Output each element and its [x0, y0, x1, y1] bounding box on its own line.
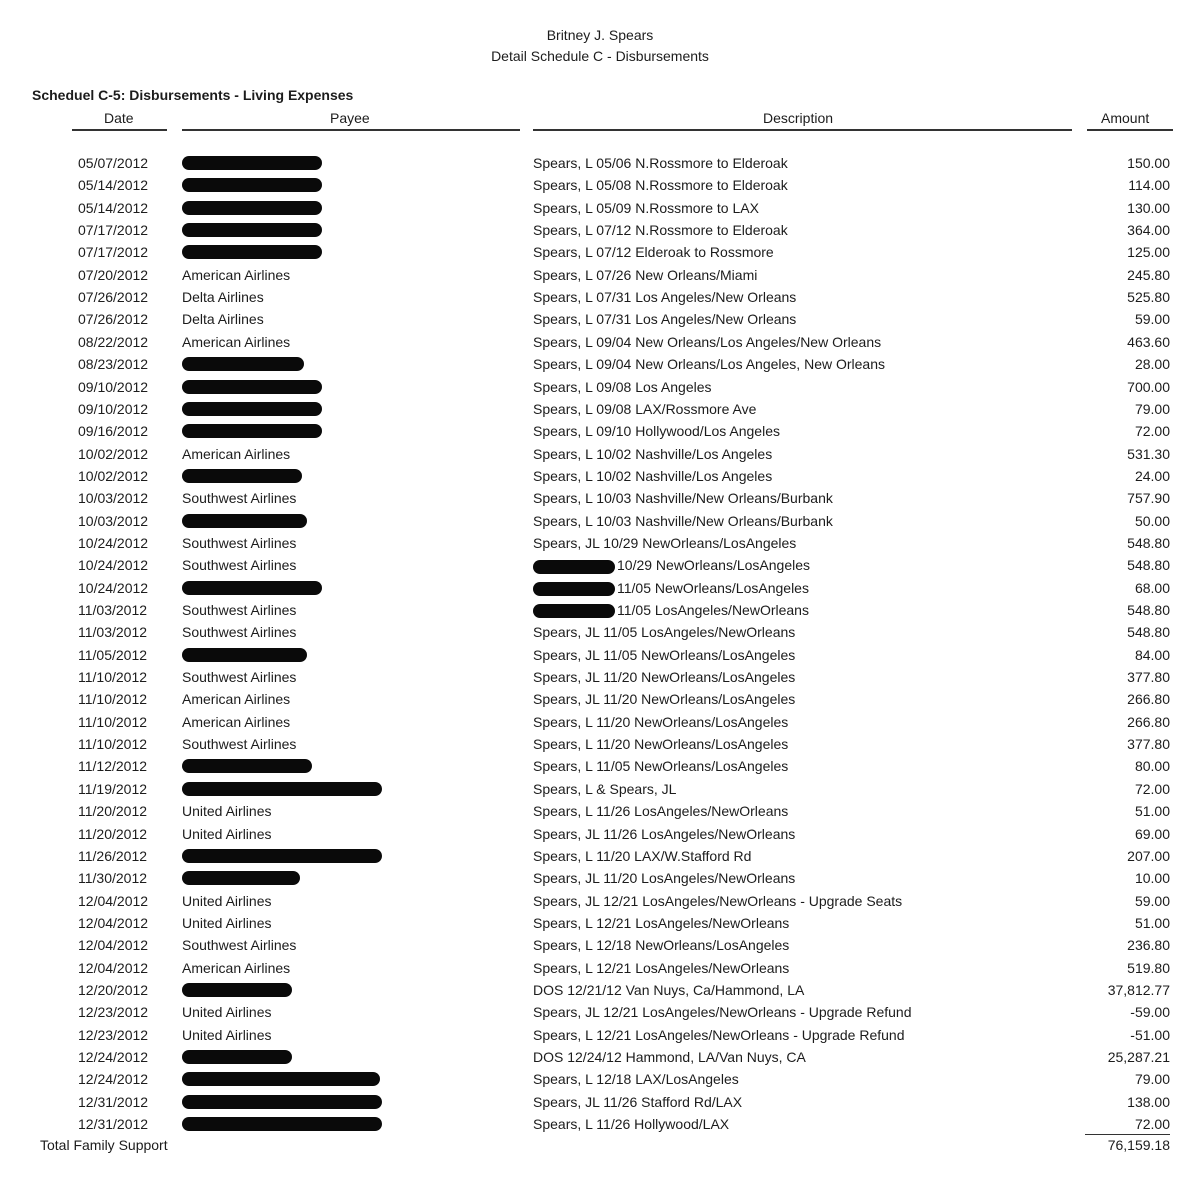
payee-redaction: [182, 759, 312, 773]
payee-redaction: [182, 1072, 380, 1086]
row-description-text: Spears, L 05/06 N.Rossmore to Elderoak: [533, 155, 788, 171]
row-description: [533, 353, 885, 375]
row-date: 08/23/2012: [78, 356, 149, 373]
row-date: 10/24/2012: [78, 557, 149, 574]
row-amount: 84.00: [1134, 646, 1170, 663]
row-description: [533, 778, 676, 800]
row-payee: Southwest Airlines: [182, 557, 297, 574]
row-description-text: Spears, L 09/04 New Orleans/Los Angeles/New Orleans: [533, 333, 882, 350]
row-amount: 114.00: [1128, 177, 1170, 194]
row-description: [533, 957, 789, 979]
table-row: [0, 755, 1200, 777]
row-description-text: DOS 12/21/12 Van Nuys, Ca/Hammond, LA: [533, 981, 805, 998]
row-description-text: Spears, L 12/21 LosAngeles/NewOrleans: [533, 914, 790, 931]
row-payee: United Airlines: [182, 1004, 272, 1021]
row-date: 10/02/2012: [78, 445, 149, 462]
row-description: [533, 443, 772, 465]
row-date: 10/24/2012: [78, 579, 149, 596]
row-date: 07/26/2012: [78, 289, 149, 306]
row-amount: 463.60: [1127, 333, 1170, 350]
row-description-text: Spears, L 09/10 Hollywood/Los Angeles: [533, 423, 780, 440]
table-row: [0, 510, 1200, 532]
payee-redaction: [182, 223, 322, 237]
payee-redaction: [182, 871, 300, 885]
row-description-text: 11/05 NewOrleans/LosAngeles: [617, 579, 809, 596]
row-date: 11/03/2012: [78, 602, 148, 618]
row-date: 10/03/2012: [78, 512, 149, 529]
table-row: [0, 174, 1200, 196]
row-description-text: DOS 12/24/12 Hammond, LA/Van Nuys, CA: [533, 1049, 806, 1065]
row-payee: Southwest Airlines: [182, 534, 297, 551]
row-payee: American Airlines: [182, 959, 291, 976]
row-description: [533, 666, 795, 688]
row-description: [533, 554, 810, 576]
row-description: [533, 621, 795, 643]
table-row: [0, 152, 1200, 174]
row-description-text: Spears, L 11/20 NewOrleans/LosAngeles: [533, 736, 789, 753]
row-description-text: Spears, L 07/12 Elderoak to Rossmore: [533, 244, 774, 261]
row-description: [533, 376, 712, 398]
row-description: [533, 1068, 739, 1090]
row-date: 12/24/2012: [78, 1049, 149, 1065]
payee-redaction: [182, 178, 322, 192]
table-row: [0, 1068, 1200, 1090]
row-amount: 757.90: [1127, 490, 1170, 507]
row-amount: 72.00: [1134, 423, 1170, 440]
row-date: 12/20/2012: [78, 981, 149, 998]
row-description: [533, 510, 833, 532]
row-description: [533, 577, 809, 599]
payee-redaction: [182, 581, 322, 595]
row-description-text: Spears, L & Spears, JL: [533, 780, 677, 797]
row-amount: 37,812.77: [1107, 981, 1170, 998]
row-date: 11/30/2012: [78, 870, 148, 887]
column-header-amount: Amount: [1101, 110, 1150, 126]
row-description-text: 10/29 NewOrleans/LosAngeles: [617, 557, 811, 574]
table-row: [0, 376, 1200, 398]
row-amount: 51.00: [1134, 914, 1170, 931]
row-date: 12/31/2012: [78, 1116, 149, 1133]
row-description: [533, 644, 795, 666]
table-row: [0, 1113, 1200, 1135]
row-payee: American Airlines: [182, 713, 291, 730]
row-date: 09/10/2012: [78, 400, 149, 417]
row-amount: 266.80: [1127, 713, 1170, 730]
row-payee: American Airlines: [182, 333, 291, 350]
row-amount: 700.00: [1127, 378, 1170, 395]
column-rule-amount: [1087, 129, 1173, 131]
row-amount: 130.00: [1127, 199, 1170, 216]
payee-redaction: [182, 245, 322, 259]
row-amount: 72.00: [1134, 780, 1170, 797]
table-row: [0, 867, 1200, 889]
row-description: [533, 800, 788, 822]
row-payee: American Airlines: [182, 445, 291, 462]
row-description: [533, 688, 795, 710]
row-date: 11/10/2012: [78, 691, 148, 708]
document-subtitle: Detail Schedule C - Disbursements: [491, 48, 709, 64]
row-amount: 10.00: [1134, 870, 1170, 887]
row-description-text: Spears, L 09/08 Los Angeles: [533, 378, 712, 395]
payee-redaction: [182, 402, 322, 416]
row-description: [533, 1001, 911, 1023]
row-payee: Southwest Airlines: [182, 624, 297, 641]
row-description: [533, 264, 757, 286]
row-date: 11/26/2012: [78, 847, 148, 864]
table-row: [0, 599, 1200, 621]
total-rule: [1085, 1134, 1170, 1135]
row-amount: 377.80: [1127, 736, 1170, 753]
row-description-text: Spears, L 12/21 LosAngeles/NewOrleans - Upgrade Refund: [533, 1026, 905, 1043]
row-description: [533, 398, 756, 420]
row-date: 05/14/2012: [78, 199, 149, 216]
payee-redaction: [182, 849, 382, 863]
row-date: 05/14/2012: [78, 177, 149, 194]
row-amount: 364.00: [1127, 222, 1170, 239]
table-row: [0, 532, 1200, 554]
row-description-text: Spears, L 10/03 Nashville/New Orleans/Burbank: [533, 490, 833, 507]
row-amount: 207.00: [1127, 847, 1170, 864]
row-description-text: Spears, JL 11/05 LosAngeles/NewOrleans: [533, 624, 796, 641]
row-payee: United Airlines: [182, 825, 272, 842]
row-amount: 377.80: [1127, 669, 1170, 686]
payee-redaction: [182, 1050, 292, 1064]
document-name: Britney J. Spears: [546, 27, 654, 43]
row-description-text: Spears, L 11/26 Hollywood/LAX: [533, 1116, 730, 1133]
row-date: 07/17/2012: [78, 222, 149, 239]
row-payee: United Airlines: [182, 914, 272, 931]
row-payee: Southwest Airlines: [182, 937, 297, 954]
description-redaction: [533, 604, 615, 618]
table-row: [0, 264, 1200, 286]
payee-redaction: [182, 380, 322, 394]
row-date: 12/31/2012: [78, 1093, 149, 1110]
row-description-text: Spears, L 10/03 Nashville/New Orleans/Burbank: [533, 512, 833, 529]
row-description-text: Spears, JL 11/20 NewOrleans/LosAngeles: [533, 691, 796, 708]
payee-redaction: [182, 1095, 382, 1109]
row-amount: 28.00: [1134, 356, 1170, 373]
column-rule-description: [533, 129, 1072, 131]
row-date: 11/10/2012: [78, 713, 148, 730]
row-description: [533, 1046, 806, 1068]
row-description: [533, 867, 795, 889]
column-rule-date: [72, 129, 167, 131]
row-description: [533, 599, 809, 621]
column-rule-payee: [182, 129, 520, 131]
row-amount: 59.00: [1134, 311, 1170, 328]
row-description: [533, 487, 833, 509]
row-date: 07/26/2012: [78, 311, 149, 328]
row-payee: United Airlines: [182, 803, 272, 820]
row-description: [533, 308, 796, 330]
row-description: [533, 845, 751, 867]
row-description-text: Spears, L 09/08 LAX/Rossmore Ave: [533, 400, 757, 417]
row-description: [533, 532, 796, 554]
row-amount: 72.00: [1134, 1116, 1170, 1133]
table-row: [0, 957, 1200, 979]
row-amount: 519.80: [1127, 959, 1170, 976]
row-date: 12/04/2012: [78, 959, 149, 976]
row-description-text: Spears, L 05/08 N.Rossmore to Elderoak: [533, 177, 788, 194]
row-amount: 25,287.21: [1107, 1049, 1170, 1065]
row-description-text: Spears, JL 12/21 LosAngeles/NewOrleans - Upgrade Seats: [533, 892, 903, 909]
row-date: 08/22/2012: [78, 333, 149, 350]
table-row: [0, 934, 1200, 956]
row-description: [533, 197, 759, 219]
row-description: [533, 733, 788, 755]
row-description: [533, 174, 788, 196]
row-description-text: Spears, L 11/26 LosAngeles/NewOrleans: [533, 803, 789, 820]
row-amount: 50.00: [1134, 512, 1170, 529]
row-amount: 51.00: [1134, 803, 1170, 820]
payee-redaction: [182, 357, 304, 371]
row-date: 12/24/2012: [78, 1071, 149, 1088]
section-title: Scheduel C-5: Disbursements - Living Expenses: [32, 87, 354, 103]
row-description-text: Spears, L 07/31 Los Angeles/New Orleans: [533, 311, 797, 328]
row-amount: 80.00: [1134, 758, 1170, 775]
row-date: 11/19/2012: [78, 780, 148, 797]
row-payee: Southwest Airlines: [182, 669, 297, 686]
row-description: [533, 241, 774, 263]
row-payee: American Airlines: [182, 691, 291, 708]
row-description-text: Spears, L 12/21 LosAngeles/NewOrleans: [533, 959, 790, 976]
column-header-date: Date: [104, 110, 134, 126]
table-row: [0, 1046, 1200, 1068]
row-amount: 79.00: [1134, 400, 1170, 417]
row-amount: 548.80: [1127, 602, 1170, 618]
row-payee: United Airlines: [182, 892, 272, 909]
row-description-text: 11/05 LosAngeles/NewOrleans: [617, 602, 809, 618]
payee-redaction: [182, 782, 382, 796]
payee-redaction: [182, 514, 307, 528]
row-amount: 150.00: [1127, 155, 1170, 171]
table-row: [0, 286, 1200, 308]
payee-redaction: [182, 469, 302, 483]
row-date: 11/03/2012: [78, 624, 148, 641]
payee-redaction: [182, 648, 307, 662]
row-amount: 24.00: [1134, 467, 1170, 484]
row-description: [533, 420, 780, 442]
row-description-text: Spears, L 11/05 NewOrleans/LosAngeles: [533, 758, 789, 775]
column-header-payee: Payee: [330, 110, 370, 126]
row-payee: American Airlines: [182, 266, 291, 283]
payee-redaction: [182, 201, 322, 215]
table-row: [0, 890, 1200, 912]
row-amount: 548.80: [1127, 534, 1170, 551]
description-redaction: [533, 582, 615, 596]
row-description-text: Spears, L 07/12 N.Rossmore to Elderoak: [533, 222, 788, 239]
row-amount: 548.80: [1127, 557, 1170, 574]
row-description: [533, 1113, 729, 1135]
row-amount: -51.00: [1130, 1026, 1170, 1043]
row-date: 10/24/2012: [78, 534, 149, 551]
description-redaction: [533, 560, 615, 574]
table-row: [0, 331, 1200, 353]
row-description: [533, 711, 788, 733]
row-date: 05/07/2012: [78, 155, 149, 171]
table-row: [0, 912, 1200, 934]
table-row: [0, 443, 1200, 465]
table-row: [0, 845, 1200, 867]
row-date: 09/10/2012: [78, 378, 149, 395]
row-amount: 548.80: [1127, 624, 1170, 641]
table-row: [0, 1001, 1200, 1023]
row-amount: 245.80: [1127, 266, 1170, 283]
table-row: [0, 241, 1200, 263]
row-payee: Southwest Airlines: [182, 602, 297, 618]
row-date: 11/05/2012: [78, 646, 148, 663]
row-description: [533, 1024, 904, 1046]
row-description: [533, 890, 902, 912]
row-description: [533, 465, 772, 487]
row-description: [533, 979, 804, 1001]
row-payee: Southwest Airlines: [182, 736, 297, 753]
column-header-description: Description: [763, 110, 834, 126]
table-row: [0, 308, 1200, 330]
row-amount: 525.80: [1127, 289, 1170, 306]
table-row: [0, 219, 1200, 241]
row-description-text: Spears, JL 11/20 LosAngeles/NewOrleans: [533, 870, 796, 887]
row-description-text: Spears, JL 11/26 Stafford Rd/LAX: [533, 1093, 743, 1110]
row-date: 12/23/2012: [78, 1004, 149, 1021]
table-row: [0, 1091, 1200, 1113]
row-amount: 68.00: [1134, 579, 1170, 596]
table-row: [0, 733, 1200, 755]
table-row: [0, 487, 1200, 509]
table-row: [0, 778, 1200, 800]
table-row: [0, 621, 1200, 643]
row-payee: Southwest Airlines: [182, 490, 297, 507]
table-row: [0, 465, 1200, 487]
table-row: [0, 398, 1200, 420]
row-description-text: Spears, JL 11/20 NewOrleans/LosAngeles: [533, 669, 796, 686]
table-row: [0, 644, 1200, 666]
row-date: 07/20/2012: [78, 266, 149, 283]
row-description-text: Spears, L 12/18 NewOrleans/LosAngeles: [533, 937, 790, 954]
row-description: [533, 934, 789, 956]
table-row: [0, 823, 1200, 845]
row-description-text: Spears, L 09/04 New Orleans/Los Angeles, New Orleans: [533, 356, 886, 373]
row-amount: 236.80: [1127, 937, 1170, 954]
row-amount: 125.00: [1127, 244, 1170, 261]
row-date: 12/23/2012: [78, 1026, 149, 1043]
row-amount: -59.00: [1130, 1004, 1170, 1021]
table-row: [0, 666, 1200, 688]
row-description: [533, 331, 881, 353]
table-row: [0, 554, 1200, 576]
row-date: 12/04/2012: [78, 937, 149, 954]
table-row: [0, 577, 1200, 599]
row-date: 12/04/2012: [78, 914, 149, 931]
row-amount: 79.00: [1134, 1071, 1170, 1088]
row-date: 11/20/2012: [78, 803, 148, 820]
row-payee: Delta Airlines: [182, 311, 264, 328]
row-description: [533, 1091, 742, 1113]
total-amount: 76,159.18: [1107, 1137, 1170, 1153]
row-description-text: Spears, L 07/26 New Orleans/Miami: [533, 266, 758, 283]
row-amount: 531.30: [1127, 445, 1170, 462]
row-description: [533, 152, 788, 174]
row-date: 11/10/2012: [78, 669, 148, 686]
row-description: [533, 219, 788, 241]
table-row: [0, 420, 1200, 442]
row-date: 11/12/2012: [78, 758, 148, 775]
row-description-text: Spears, JL 12/21 LosAngeles/NewOrleans - Upgrade Refund: [533, 1004, 912, 1021]
row-description-text: Spears, L 10/02 Nashville/Los Angeles: [533, 445, 773, 462]
row-description: [533, 912, 789, 934]
table-row: [0, 711, 1200, 733]
row-date: 12/04/2012: [78, 892, 149, 909]
row-description: [533, 823, 795, 845]
row-description-text: Spears, L 12/18 LAX/LosAngeles: [533, 1071, 739, 1088]
row-amount: 266.80: [1127, 691, 1170, 708]
row-description-text: Spears, L 07/31 Los Angeles/New Orleans: [533, 289, 797, 306]
table-row: [0, 688, 1200, 710]
table-row: [0, 197, 1200, 219]
row-amount: 69.00: [1134, 825, 1170, 842]
row-date: 11/10/2012: [78, 736, 148, 753]
table-row: [0, 800, 1200, 822]
row-date: 10/03/2012: [78, 490, 149, 507]
row-description: [533, 286, 796, 308]
row-description-text: Spears, L 05/09 N.Rossmore to LAX: [533, 199, 759, 216]
row-date: 07/17/2012: [78, 244, 149, 261]
row-amount: 138.00: [1127, 1093, 1170, 1110]
row-payee: United Airlines: [182, 1026, 272, 1043]
payee-redaction: [182, 983, 292, 997]
row-payee: Delta Airlines: [182, 289, 264, 306]
row-date: 11/20/2012: [78, 825, 148, 842]
row-description-text: Spears, JL 11/26 LosAngeles/NewOrleans: [533, 825, 796, 842]
row-description-text: Spears, L 10/02 Nashville/Los Angeles: [533, 467, 773, 484]
row-amount: 59.00: [1134, 892, 1170, 909]
row-description-text: Spears, JL 10/29 NewOrleans/LosAngeles: [533, 534, 797, 551]
table-row: [0, 353, 1200, 375]
row-description-text: Spears, L 11/20 NewOrleans/LosAngeles: [533, 713, 789, 730]
payee-redaction: [182, 1117, 382, 1131]
table-row: [0, 1024, 1200, 1046]
table-row: [0, 979, 1200, 1001]
row-date: 10/02/2012: [78, 467, 149, 484]
payee-redaction: [182, 156, 322, 170]
payee-redaction: [182, 424, 322, 438]
total-label: Total Family Support: [40, 1137, 168, 1153]
row-description-text: Spears, JL 11/05 NewOrleans/LosAngeles: [533, 646, 796, 663]
row-description-text: Spears, L 11/20 LAX/W.Stafford Rd: [533, 847, 752, 864]
row-description: [533, 755, 788, 777]
row-date: 09/16/2012: [78, 423, 149, 440]
